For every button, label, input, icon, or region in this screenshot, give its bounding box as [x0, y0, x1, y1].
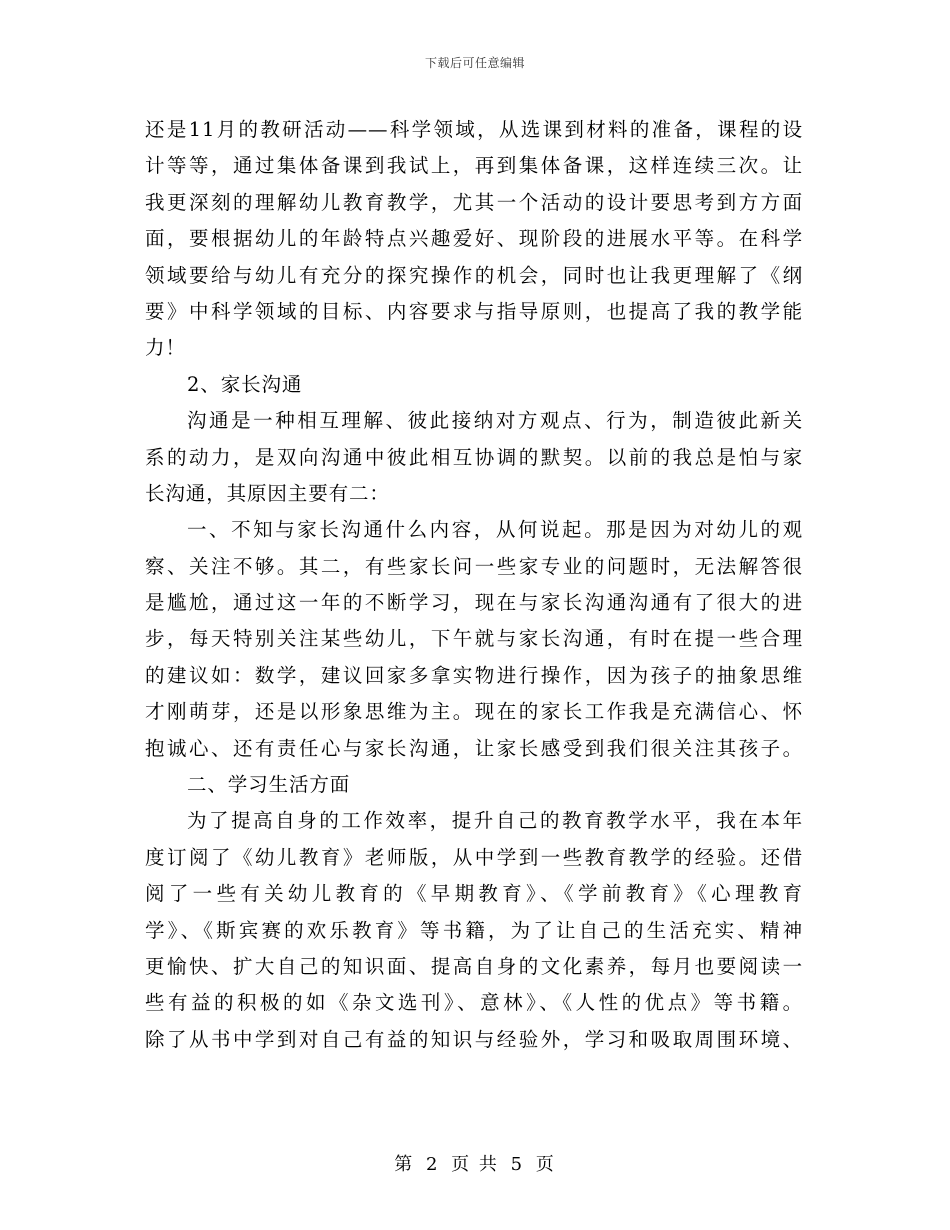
text-line: 还是11月的教研活动——科学领域，从选课到材料的准备，课程的设: [145, 118, 803, 141]
text-line: 抱诚心、还有责任心与家长沟通，让家长感受到我们很关注其孩子。: [145, 736, 803, 760]
text-line: 察、关注不够。其二，有些家长问一些家专业的问题时，无法解答很: [145, 554, 803, 578]
document-body: [145, 112, 803, 1058]
text-line: 长沟通，其原因主要有二：: [145, 481, 390, 505]
page-footer: [0, 1150, 950, 1176]
text-line: 步，每天特别关注某些幼儿，下午就与家长沟通，有时在提一些合理: [145, 627, 803, 651]
current-page-number: 2: [425, 1154, 440, 1175]
text-line: 的建议如：数学，建议回家多拿实物进行操作，因为孩子的抽象思维: [145, 663, 803, 687]
text-line: 要》中科学领域的目标、内容要求与指导原则，也提高了我的教学能: [145, 299, 803, 323]
text-line: 沟通是一种相互理解、彼此接纳对方观点、行为，制造彼此新关: [187, 409, 803, 433]
text-line: 除了从书中学到对自己有益的知识与经验外，学习和吸取周围环境、: [145, 1027, 803, 1051]
text-line: 一、不知与家长沟通什么内容，从何说起。那是因为对幼儿的观: [187, 518, 803, 542]
text-line: 我更深刻的理解幼儿教育教学，尤其一个活动的设计要思考到方方面: [145, 190, 803, 214]
total-pages-number: 5: [510, 1154, 525, 1175]
footer-middle: 页 共: [451, 1154, 499, 1175]
text-line: 才刚萌芽，还是以形象思维为主。现在的家长工作我是充满信心、怀: [145, 700, 803, 724]
section-heading: 二、学习生活方面: [187, 773, 351, 797]
section-heading: 2、家长沟通: [187, 372, 303, 396]
text-line: 面，要根据幼儿的年龄特点兴趣爱好、现阶段的进展水平等。在科学: [145, 227, 803, 251]
text-line: 度订阅了《幼儿教育》老师版，从中学到一些教育教学的经验。还借: [145, 845, 803, 869]
text-line: 为了提高自身的工作效率，提升自己的教育教学水平，我在本年: [187, 809, 803, 833]
text-line: 更愉快、扩大自己的知识面、提高自身的文化素养，每月也要阅读一: [145, 954, 803, 978]
text-line: 学》、《斯宾赛的欢乐教育》等书籍，为了让自己的生活充实、精神: [145, 918, 803, 942]
text-line: 些有益的积极的如《杂文选刊》、意林》、《人性的优点》等书籍。: [145, 991, 803, 1015]
text-line: 系的动力，是双向沟通中彼此相互协调的默契。以前的我总是怕与家: [145, 445, 803, 469]
footer-suffix: 页: [535, 1154, 556, 1175]
header-note: 下载后可任意编辑: [424, 56, 525, 70]
text-line: 计等等，通过集体备课到我试上，再到集体备课，这样连续三次。让: [145, 154, 803, 178]
text-line: 领域要给与幼儿有充分的探究操作的机会，同时也让我更理解了《纲: [145, 263, 803, 287]
text-line: 是尴尬，通过这一年的不断学习，现在与家长沟通沟通有了很大的进: [145, 591, 803, 615]
footer-prefix: 第: [394, 1154, 415, 1175]
text-line: 力！: [145, 336, 186, 360]
text-line: 阅了一些有关幼儿教育的《早期教育》、《学前教育》《心理教育: [145, 882, 803, 906]
